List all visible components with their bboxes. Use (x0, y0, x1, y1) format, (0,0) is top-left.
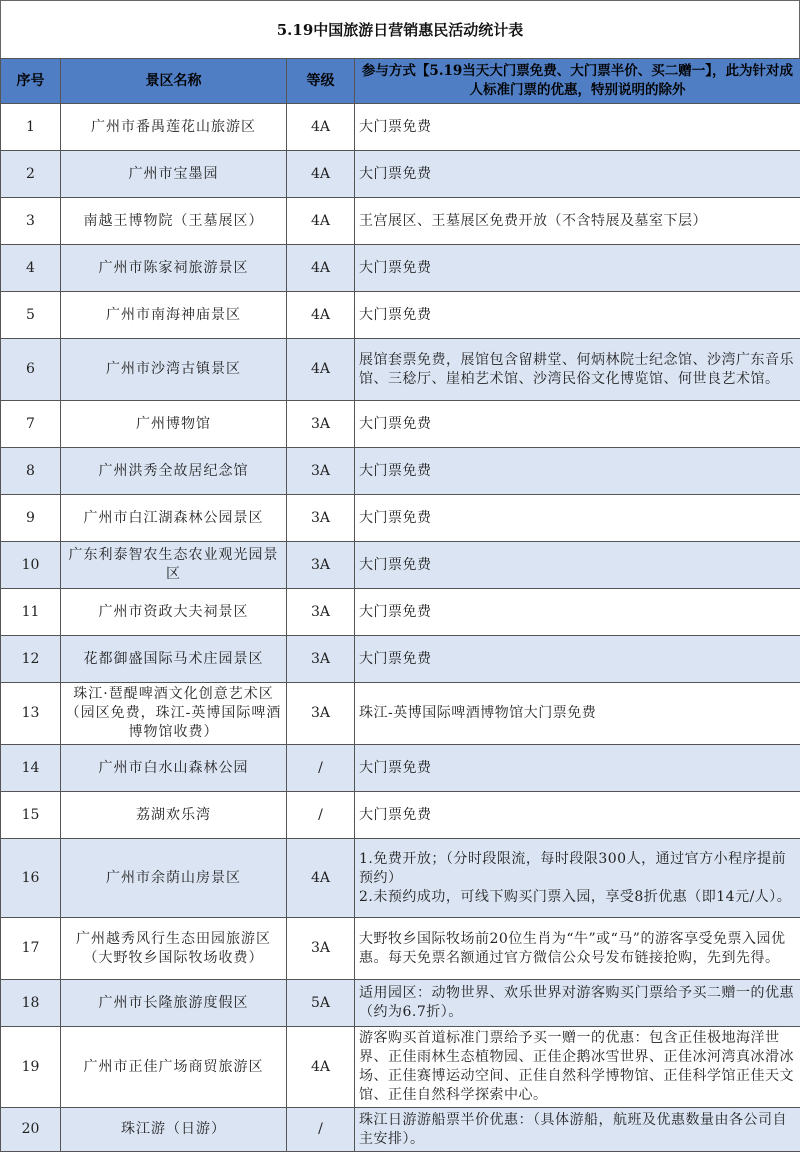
row-method: 大门票免费 (355, 636, 800, 683)
row-method: 珠江-英博国际啤酒博物馆大门票免费 (355, 683, 800, 745)
row-number: 19 (1, 1027, 61, 1108)
row-number: 13 (1, 683, 61, 745)
row-level: / (287, 1108, 355, 1152)
row-site-name: 南越王博物院（王墓展区） (61, 198, 287, 245)
header-name: 景区名称 (61, 59, 287, 104)
row-level: 3A (287, 683, 355, 745)
row-level: 3A (287, 448, 355, 495)
row-level: / (287, 745, 355, 792)
row-level: 4A (287, 839, 355, 918)
header-no: 序号 (1, 59, 61, 104)
row-level: 3A (287, 542, 355, 589)
row-method: 大门票免费 (355, 589, 800, 636)
table-row (1, 401, 800, 448)
row-method: 大门票免费 (355, 151, 800, 198)
row-level: 4A (287, 198, 355, 245)
row-method: 大门票免费 (355, 542, 800, 589)
table-row (1, 636, 800, 683)
row-site-name: 广州市沙湾古镇景区 (61, 339, 287, 401)
row-level: 4A (287, 292, 355, 339)
row-site-name: 珠江游（日游） (61, 1108, 287, 1152)
row-method: 大门票免费 (355, 104, 800, 151)
row-number: 17 (1, 918, 61, 980)
row-site-name: 广州市白江湖森林公园景区 (61, 495, 287, 542)
table-row (1, 151, 800, 198)
row-method: 适用园区：动物世界、欢乐世界对游客购买门票给予买二赠一的优惠（约为6.7折）。 (355, 980, 800, 1027)
row-number: 6 (1, 339, 61, 401)
row-site-name: 广州市陈家祠旅游景区 (61, 245, 287, 292)
row-number: 9 (1, 495, 61, 542)
table-row (1, 1108, 800, 1152)
table-row (1, 683, 800, 745)
row-number: 2 (1, 151, 61, 198)
row-method: 大门票免费 (355, 495, 800, 542)
table-row (1, 839, 800, 918)
row-number: 16 (1, 839, 61, 918)
table-row (1, 1027, 800, 1108)
row-level: / (287, 792, 355, 839)
row-level: 3A (287, 918, 355, 980)
row-number: 3 (1, 198, 61, 245)
row-method: 1.免费开放；（分时段限流，每时段限300人，通过官方小程序提前预约） 2.未预约成功，可线下购买门票入园，享受8折优惠（即14元/人）。 (355, 839, 800, 918)
row-site-name: 花都御盛国际马术庄园景区 (61, 636, 287, 683)
row-number: 12 (1, 636, 61, 683)
row-site-name: 广州越秀风行生态田园旅游区（大野牧乡国际牧场收费） (61, 918, 287, 980)
row-number: 15 (1, 792, 61, 839)
table-body (1, 104, 800, 1152)
row-level: 4A (287, 151, 355, 198)
row-level: 4A (287, 104, 355, 151)
row-method: 大门票免费 (355, 245, 800, 292)
sheet-title: 5.19中国旅游日营销惠民活动统计表 (0, 0, 800, 58)
header-method: 参与方式【5.19当天大门票免费、大门票半价、买二赠一】，此为针对成人标准门票的优惠，特别说明的除外 (355, 59, 800, 104)
row-number: 1 (1, 104, 61, 151)
row-method: 展馆套票免费，展馆包含留耕堂、何炳林院士纪念馆、沙湾广东音乐馆、三稔厅、崖柏艺术馆、沙湾民俗文化博览馆、何世良艺术馆。 (355, 339, 800, 401)
row-level: 3A (287, 401, 355, 448)
row-number: 11 (1, 589, 61, 636)
header-row (1, 59, 800, 104)
row-site-name: 广州市长隆旅游度假区 (61, 980, 287, 1027)
row-method: 大门票免费 (355, 448, 800, 495)
table-row (1, 104, 800, 151)
row-method: 大门票免费 (355, 745, 800, 792)
row-site-name: 广州市南海神庙景区 (61, 292, 287, 339)
row-level: 3A (287, 636, 355, 683)
table-row (1, 198, 800, 245)
row-number: 10 (1, 542, 61, 589)
row-site-name: 广东利泰智农生态农业观光园景区 (61, 542, 287, 589)
table-row (1, 542, 800, 589)
row-level: 4A (287, 339, 355, 401)
table-row (1, 292, 800, 339)
row-site-name: 珠江·琶醍啤酒文化创意艺术区（园区免费，珠江-英博国际啤酒博物馆收费） (61, 683, 287, 745)
table-row (1, 448, 800, 495)
row-number: 18 (1, 980, 61, 1027)
row-method: 大门票免费 (355, 792, 800, 839)
row-number: 20 (1, 1108, 61, 1152)
row-method: 珠江日游游船票半价优惠：（具体游船，航班及优惠数量由各公司自主安排）。 (355, 1108, 800, 1152)
row-level: 5A (287, 980, 355, 1027)
row-method: 游客购买首道标准门票给予买一赠一的优惠：包含正佳极地海洋世界、正佳雨林生态植物园、正佳企鹅冰雪世界、正佳冰河湾真冰滑冰场、正佳赛博运动空间、正佳自然科学博物馆、正佳科学馆正佳天文馆、正佳自然科学探索中心。 (355, 1027, 800, 1108)
row-site-name: 广州市正佳广场商贸旅游区 (61, 1027, 287, 1108)
row-level: 4A (287, 245, 355, 292)
row-number: 7 (1, 401, 61, 448)
row-level: 3A (287, 495, 355, 542)
table-row (1, 980, 800, 1027)
row-level: 3A (287, 589, 355, 636)
row-site-name: 荔湖欢乐湾 (61, 792, 287, 839)
row-method: 大门票免费 (355, 401, 800, 448)
row-method: 大野牧乡国际牧场前20位生肖为“牛”或“马”的游客享受免票入园优惠。每天免票名额通过官方微信公众号发布链接抢购，先到先得。 (355, 918, 800, 980)
row-site-name: 广州市番禺莲花山旅游区 (61, 104, 287, 151)
table-row (1, 589, 800, 636)
row-site-name: 广州博物馆 (61, 401, 287, 448)
row-number: 14 (1, 745, 61, 792)
row-site-name: 广州市余荫山房景区 (61, 839, 287, 918)
row-number: 5 (1, 292, 61, 339)
table-row (1, 792, 800, 839)
table-row (1, 745, 800, 792)
table-row (1, 495, 800, 542)
table-row (1, 918, 800, 980)
row-site-name: 广州洪秀全故居纪念馆 (61, 448, 287, 495)
table-row (1, 339, 800, 401)
header-level: 等级 (287, 59, 355, 104)
row-method: 大门票免费 (355, 292, 800, 339)
row-level: 4A (287, 1027, 355, 1108)
row-number: 8 (1, 448, 61, 495)
row-site-name: 广州市白水山森林公园 (61, 745, 287, 792)
table-row (1, 245, 800, 292)
row-site-name: 广州市资政大夫祠景区 (61, 589, 287, 636)
row-site-name: 广州市宝墨园 (61, 151, 287, 198)
activity-table (0, 58, 800, 1152)
row-method: 王宫展区、王墓展区免费开放（不含特展及墓室下层） (355, 198, 800, 245)
row-number: 4 (1, 245, 61, 292)
